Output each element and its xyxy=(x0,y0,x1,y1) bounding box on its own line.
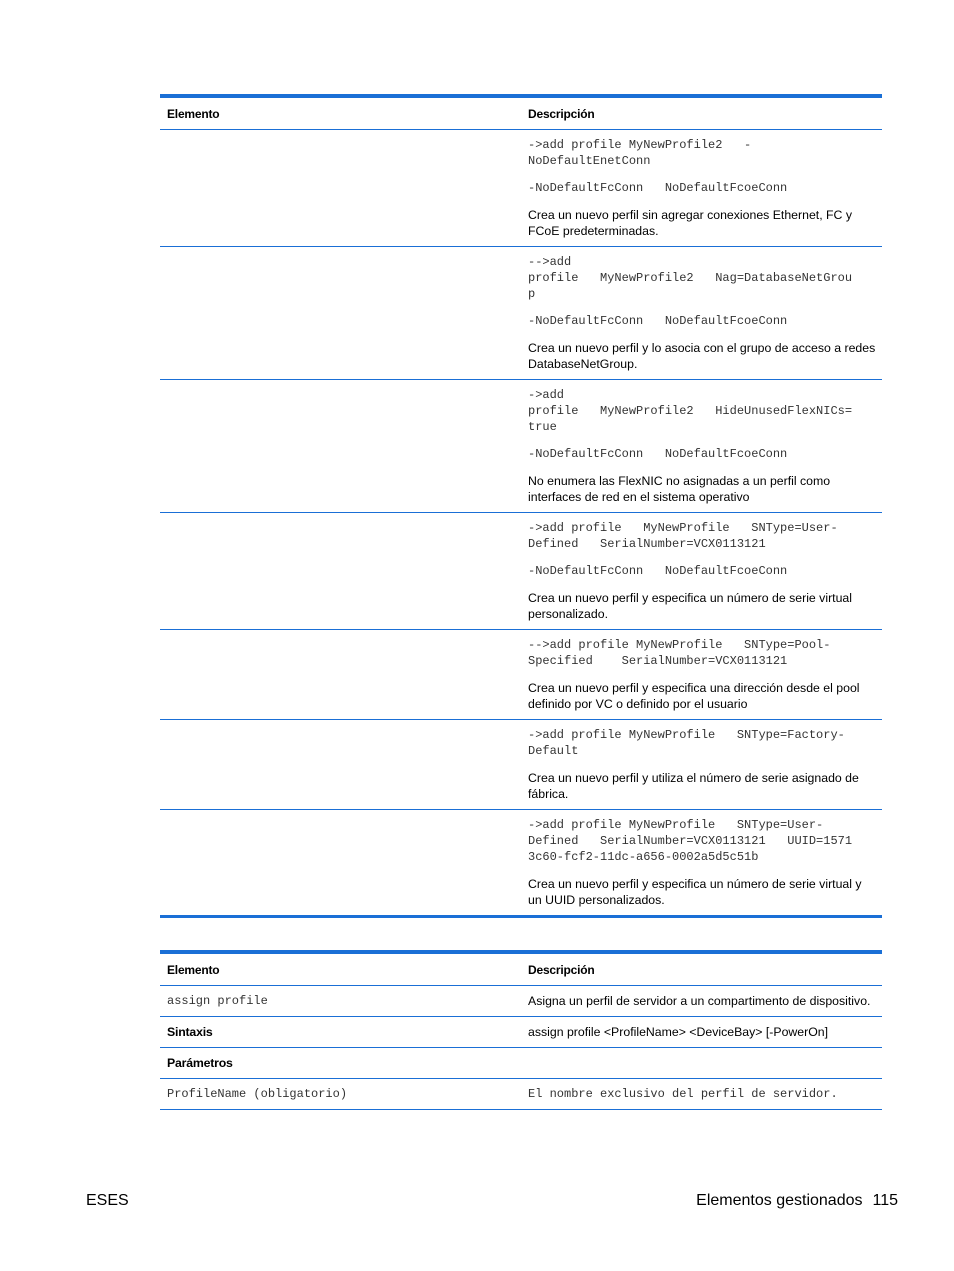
parameters-label: Parámetros xyxy=(160,1048,521,1079)
command-example: -->add profile MyNewProfile2 Nag=DatabaseNetGrou p xyxy=(528,255,853,301)
table-row xyxy=(160,986,882,1017)
footer-section xyxy=(696,1192,898,1210)
page-number: 115 xyxy=(872,1192,898,1209)
example-description: Crea un nuevo perfil y lo asocia con el grupo de acceso a redes DatabaseNetGroup. xyxy=(528,341,876,371)
table-row xyxy=(160,630,882,720)
header-elemento: Elemento xyxy=(160,952,521,986)
command-example-continued: -NoDefaultFcConn NoDefaultFcoeConn xyxy=(528,447,788,461)
description-cell xyxy=(521,720,882,810)
header-descripcion: Descripción xyxy=(521,952,882,986)
element-cell xyxy=(160,380,521,513)
command-description: Asigna un perfil de servidor a un compartimento de dispositivo. xyxy=(521,986,882,1017)
example-description: Crea un nuevo perfil sin agregar conexiones Ethernet, FC y FCoE predeterminadas. xyxy=(528,208,852,238)
command-example: ->add profile MyNewProfile SNType=Factory- Default xyxy=(528,728,845,758)
example-description: No enumera las FlexNIC no asignadas a un perfil como interfaces de red en el sistema operativo xyxy=(528,474,831,504)
header-descripcion: Descripción xyxy=(521,96,882,130)
command-example: ->add profile MyNewProfile2 HideUnusedFlexNICs= true xyxy=(528,388,853,434)
table-row xyxy=(160,1017,882,1048)
table-header-row xyxy=(160,952,882,986)
parameter-description: El nombre exclusivo del perfil de servidor. xyxy=(521,1079,882,1110)
table-row xyxy=(160,720,882,810)
element-cell xyxy=(160,513,521,630)
example-description: Crea un nuevo perfil y especifica una dirección desde el pool definido por VC o definido por el usuario xyxy=(528,681,860,711)
table-row xyxy=(160,1048,882,1079)
table-row xyxy=(160,130,882,247)
command-example: ->add profile MyNewProfile2 - NoDefaultEnetConn xyxy=(528,138,752,168)
table-row xyxy=(160,513,882,630)
element-cell xyxy=(160,720,521,810)
command-example: -->add profile MyNewProfile SNType=Pool- Specified SerialNumber=VCX0113121 xyxy=(528,638,831,668)
parameter-name: ProfileName (obligatorio) xyxy=(160,1079,521,1110)
syntax-label: Sintaxis xyxy=(160,1017,521,1048)
footer-locale: ESES xyxy=(86,1192,129,1209)
element-cell xyxy=(160,130,521,247)
footer-section-title: Elementos gestionados xyxy=(696,1192,863,1209)
table-row xyxy=(160,380,882,513)
description-cell xyxy=(521,513,882,630)
table-row xyxy=(160,810,882,917)
description-cell xyxy=(521,630,882,720)
example-description: Crea un nuevo perfil y utiliza el número de serie asignado de fábrica. xyxy=(528,771,859,801)
command-example: ->add profile MyNewProfile SNType=User- Defined SerialNumber=VCX0113121 UUID=1571 3c60-fcf2-11dc-a656-0002a5d5c51b xyxy=(528,818,853,864)
parameters-empty-cell xyxy=(521,1048,882,1079)
element-cell xyxy=(160,247,521,380)
example-description: Crea un nuevo perfil y especifica un número de serie virtual y un UUID personalizados. xyxy=(528,877,862,907)
table-row xyxy=(160,247,882,380)
command-example-continued: -NoDefaultFcConn NoDefaultFcoeConn xyxy=(528,564,788,578)
command-example-continued: -NoDefaultFcConn NoDefaultFcoeConn xyxy=(528,181,788,195)
example-description: Crea un nuevo perfil y especifica un número de serie virtual personalizado. xyxy=(528,591,852,621)
table-header-row xyxy=(160,96,882,130)
command-name: assign profile xyxy=(160,986,521,1017)
examples-table xyxy=(160,94,882,918)
description-cell xyxy=(521,380,882,513)
element-cell xyxy=(160,810,521,917)
element-cell xyxy=(160,630,521,720)
description-cell xyxy=(521,247,882,380)
assign-profile-table xyxy=(160,950,882,1110)
header-elemento: Elemento xyxy=(160,96,521,130)
table-row xyxy=(160,1079,882,1110)
command-example-continued: -NoDefaultFcConn NoDefaultFcoeConn xyxy=(528,314,788,328)
syntax-value: assign profile <ProfileName> <DeviceBay> [-PowerOn] xyxy=(521,1017,882,1048)
command-example: ->add profile MyNewProfile SNType=User- Defined SerialNumber=VCX0113121 xyxy=(528,521,838,551)
description-cell xyxy=(521,130,882,247)
description-cell xyxy=(521,810,882,917)
